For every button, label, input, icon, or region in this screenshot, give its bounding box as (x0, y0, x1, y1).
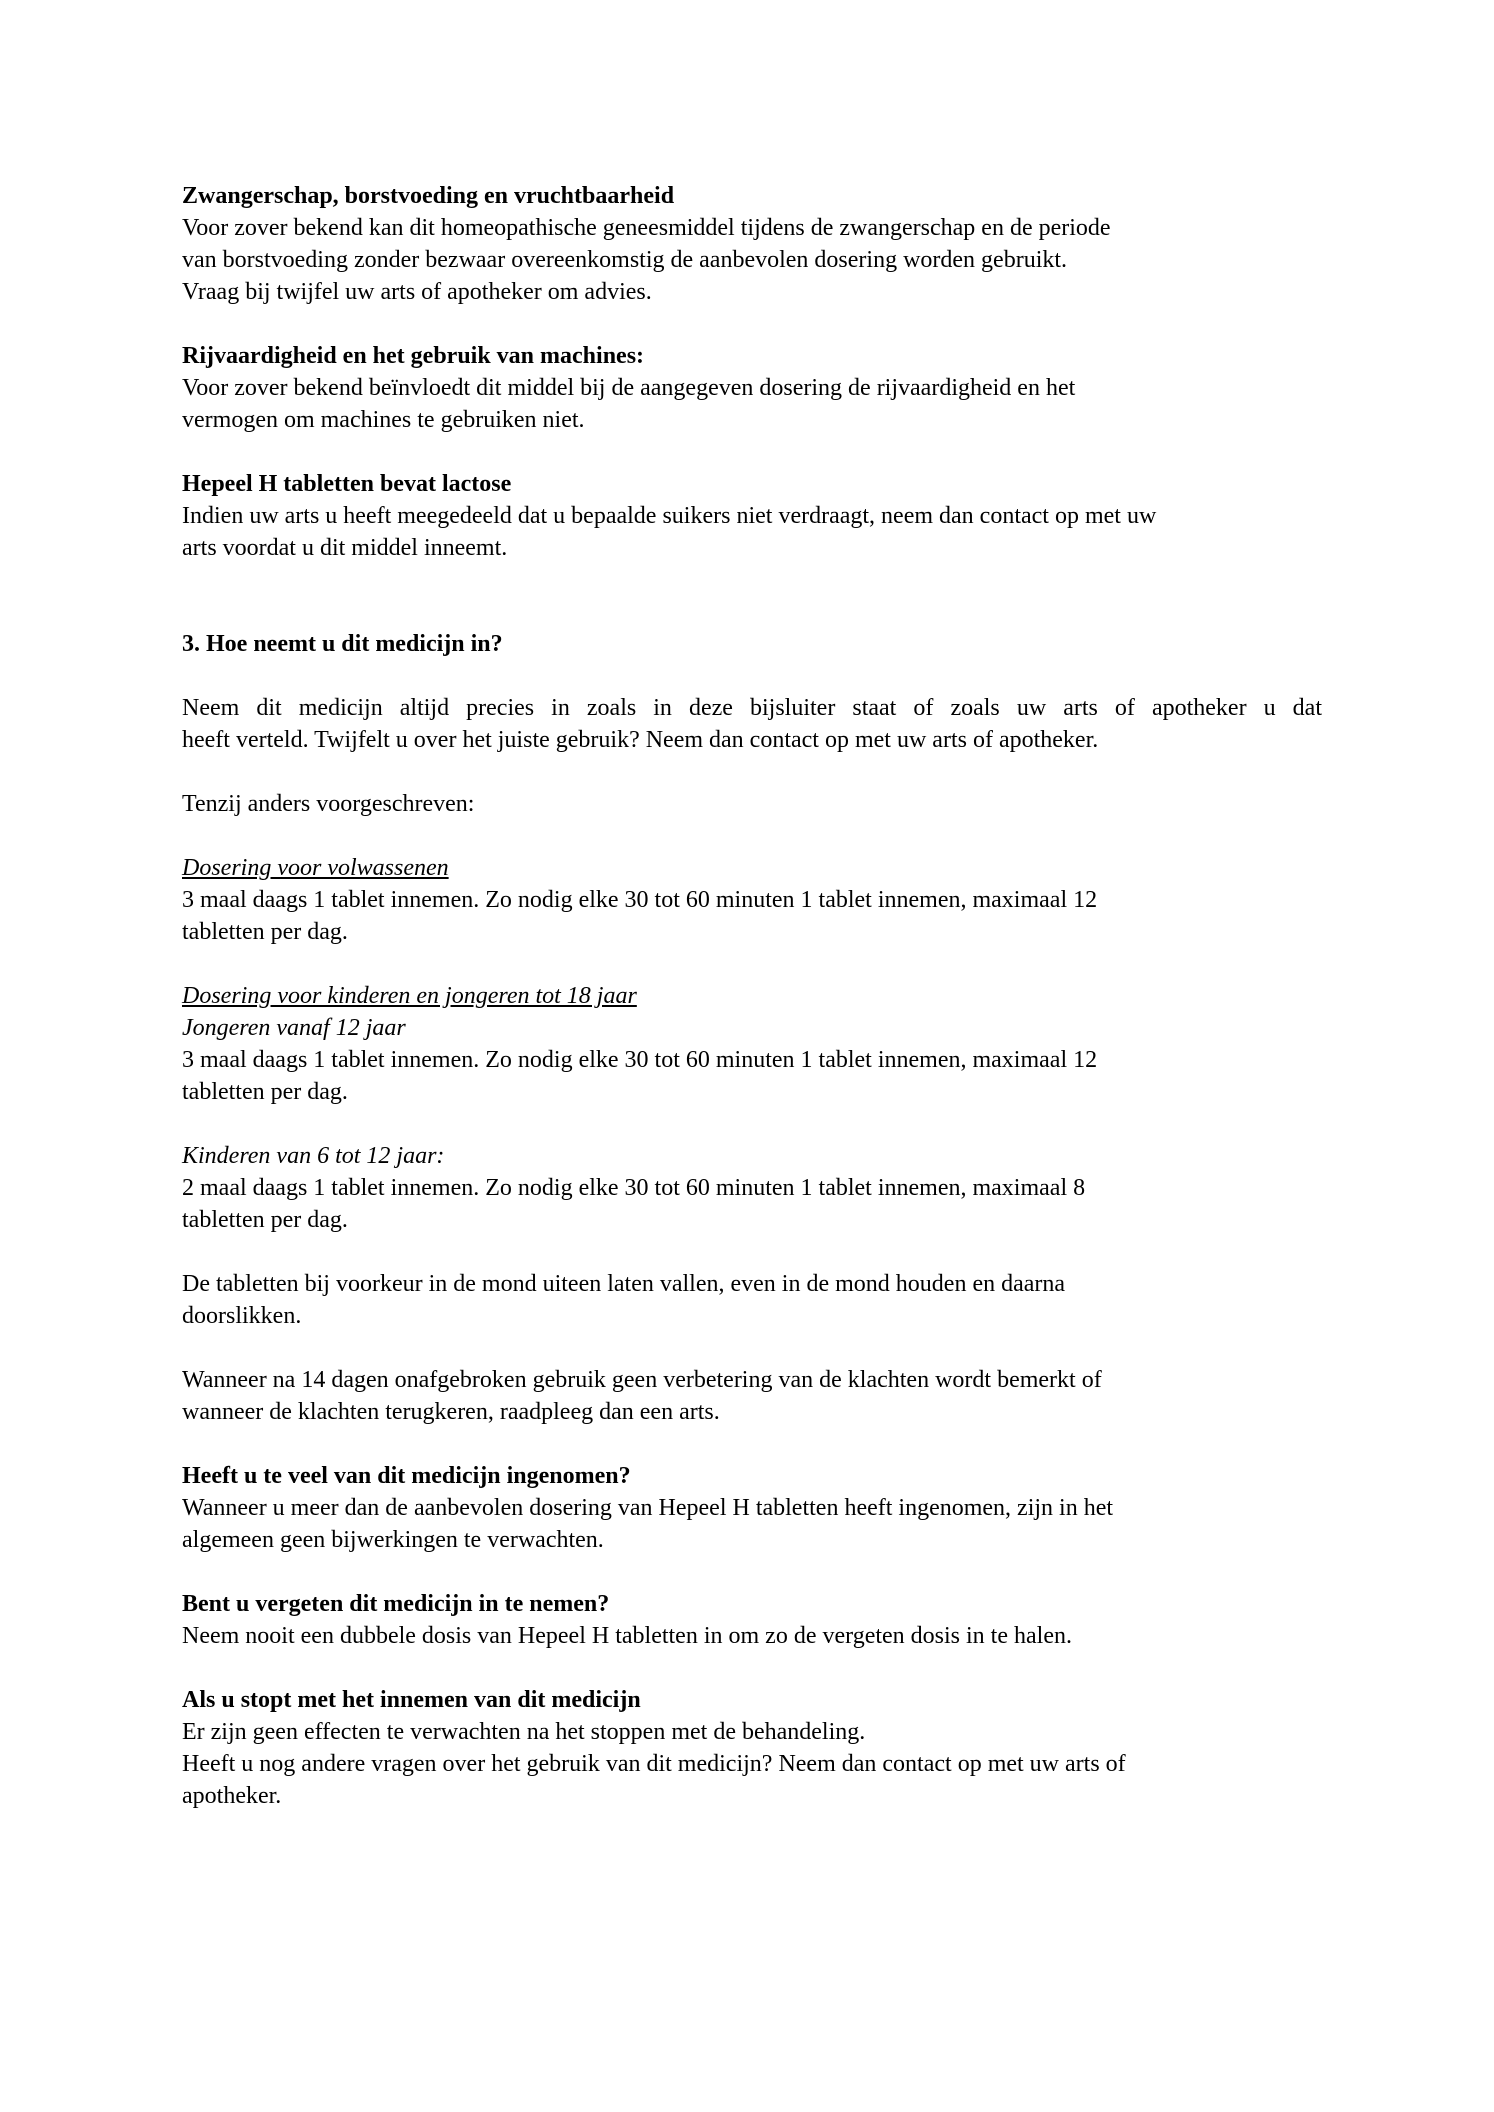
intro-line: heeft verteld. Twijfelt u over het juiste gebruik? Neem dan contact op met uw arts of apotheker. (182, 727, 1099, 753)
overdose-line: algemeen geen bijwerkingen te verwachten. (182, 1527, 604, 1553)
how-to-take-section (182, 628, 1322, 660)
how-to-take-intro (182, 692, 1322, 756)
administration-line: doorslikken. (182, 1303, 302, 1329)
administration-line: De tabletten bij voorkeur in de mond uiteen laten vallen, even in de mond houden en daarna (182, 1271, 1066, 1297)
adults-line: tabletten per dag. (182, 919, 348, 945)
overdose-heading: Heeft u te veel van dit medicijn ingenomen? (182, 1463, 631, 1489)
overdose-line: Wanneer u meer dan de aanbevolen dosering van Hepeel H tabletten heeft ingenomen, zijn in het (182, 1495, 1114, 1521)
duration-line: Wanneer na 14 dagen onafgebroken gebruik geen verbetering van de klachten wordt bemerkt of (182, 1367, 1102, 1393)
section-3-heading: 3. Hoe neemt u dit medicijn in? (182, 631, 503, 657)
unless-text: Tenzij anders voorgeschreven: (182, 791, 475, 817)
stop-heading: Als u stopt met het innemen van dit medicijn (182, 1687, 641, 1713)
stop-section (182, 1684, 1322, 1812)
youth-line: tabletten per dag. (182, 1079, 348, 1105)
children-heading: Dosering voor kinderen en jongeren tot 18 jaar (182, 983, 637, 1009)
pregnancy-line: Vraag bij twijfel uw arts of apotheker om advies. (182, 279, 652, 305)
duration-line: wanneer de klachten terugkeren, raadpleeg dan een arts. (182, 1399, 720, 1425)
kids-heading: Kinderen van 6 tot 12 jaar: (182, 1143, 445, 1169)
forgot-heading: Bent u vergeten dit medicijn in te nemen? (182, 1591, 610, 1617)
lactose-heading: Hepeel H tabletten bevat lactose (182, 471, 512, 497)
adults-heading: Dosering voor volwassenen (182, 855, 449, 881)
pregnancy-heading: Zwangerschap, borstvoeding en vruchtbaarheid (182, 183, 675, 209)
pregnancy-line: Voor zover bekend kan dit homeopathische geneesmiddel tijdens de zwangerschap en de periode (182, 215, 1111, 241)
stop-line: Heeft u nog andere vragen over het gebruik van dit medicijn? Neem dan contact op met uw arts of (182, 1751, 1126, 1777)
unless-prescribed (182, 788, 1322, 820)
forgot-line: Neem nooit een dubbele dosis van Hepeel H tabletten in om zo de vergeten dosis in te halen. (182, 1623, 1072, 1649)
lactose-section (182, 468, 1322, 564)
intro-line: Neem dit medicijn altijd precies in zoals in deze bijsluiter staat of zoals uw arts of apotheker u dat (182, 695, 1322, 721)
stop-line: Er zijn geen effecten te verwachten na het stoppen met de behandeling. (182, 1719, 866, 1745)
driving-line: vermogen om machines te gebruiken niet. (182, 407, 585, 433)
stop-line: apotheker. (182, 1783, 282, 1809)
leaflet-page (182, 180, 1322, 1812)
youth-heading: Jongeren vanaf 12 jaar (182, 1015, 406, 1041)
adults-dosage (182, 852, 1322, 948)
kids-line: 2 maal daags 1 tablet innemen. Zo nodig elke 30 tot 60 minuten 1 tablet innemen, maximaal 8 (182, 1175, 1086, 1201)
administration-instructions (182, 1268, 1322, 1332)
kids-dosage (182, 1140, 1322, 1236)
driving-heading: Rijvaardigheid en het gebruik van machines: (182, 343, 645, 369)
forgot-section (182, 1588, 1322, 1652)
overdose-section (182, 1460, 1322, 1556)
youth-line: 3 maal daags 1 tablet innemen. Zo nodig elke 30 tot 60 minuten 1 tablet innemen, maximaal 12 (182, 1047, 1098, 1073)
driving-section (182, 340, 1322, 436)
driving-line: Voor zover bekend beïnvloedt dit middel bij de aangegeven dosering de rijvaardigheid en het (182, 375, 1076, 401)
pregnancy-line: van borstvoeding zonder bezwaar overeenkomstig de aanbevolen dosering worden gebruikt. (182, 247, 1068, 273)
pregnancy-section (182, 180, 1322, 308)
lactose-line: Indien uw arts u heeft meegedeeld dat u bepaalde suikers niet verdraagt, neem dan contact op met uw (182, 503, 1157, 529)
adults-line: 3 maal daags 1 tablet innemen. Zo nodig elke 30 tot 60 minuten 1 tablet innemen, maximaal 12 (182, 887, 1098, 913)
duration-instructions (182, 1364, 1322, 1428)
children-dosage (182, 980, 1322, 1108)
lactose-line: arts voordat u dit middel inneemt. (182, 535, 508, 561)
kids-line: tabletten per dag. (182, 1207, 348, 1233)
